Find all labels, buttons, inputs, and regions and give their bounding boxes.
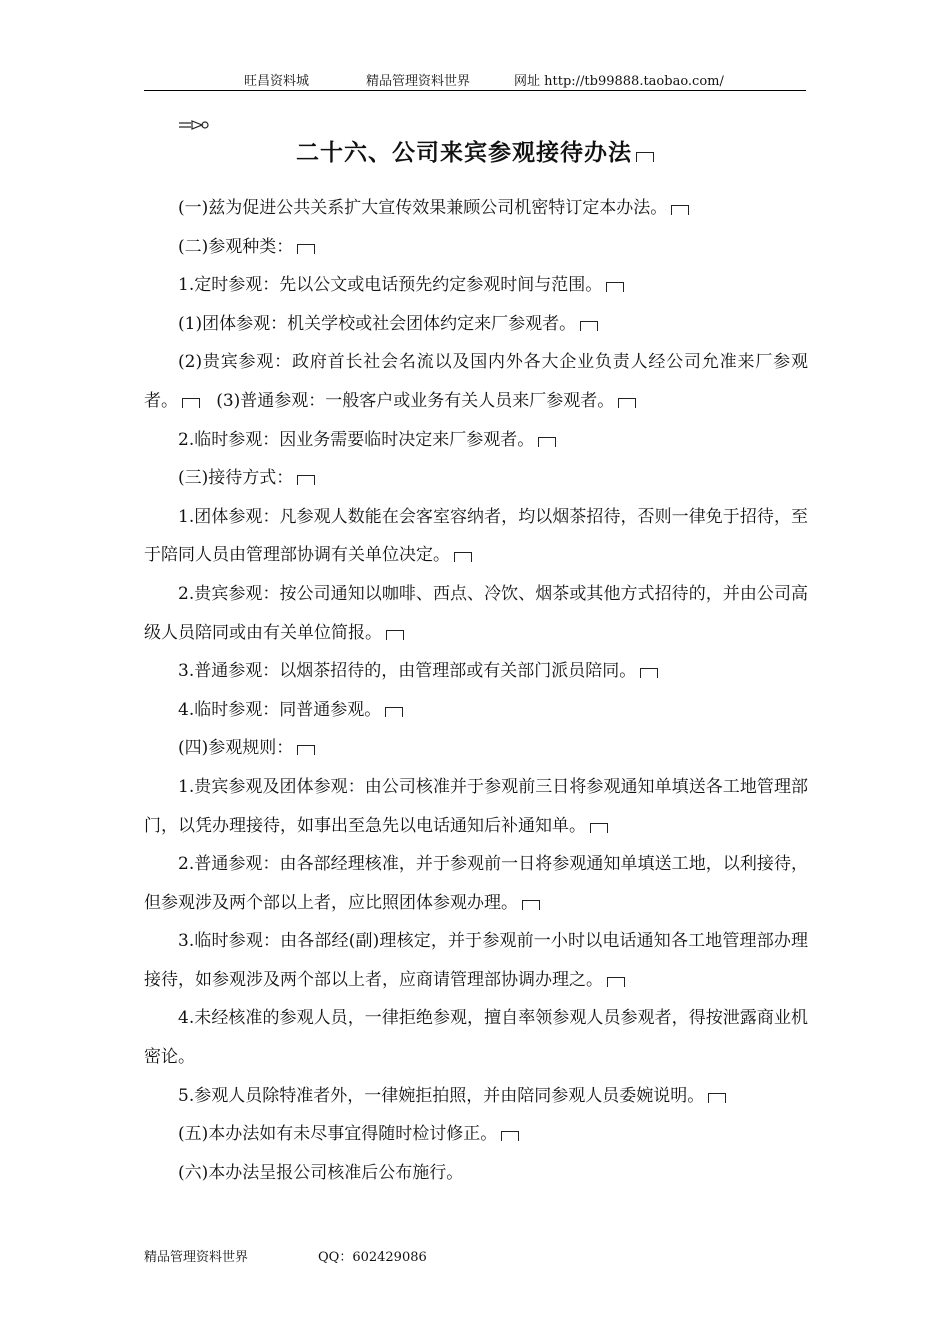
paragraph-mark-icon xyxy=(386,630,404,640)
paragraph: (二)参观种类： xyxy=(144,228,808,267)
paragraph: 5.参观人员除特准者外，一律婉拒拍照，并由陪同参观人员委婉说明。 xyxy=(144,1077,808,1116)
paragraph: (三)接待方式： xyxy=(144,459,808,498)
document-body xyxy=(144,189,808,1192)
paragraph-mark-icon xyxy=(607,977,625,987)
paragraph-mark-icon xyxy=(636,152,654,162)
header-url-text: 网址 http://tb99888.taobao.com/ xyxy=(514,74,724,89)
paragraph-mark-icon xyxy=(297,244,315,254)
footer-left-text: 精品管理资料世界 xyxy=(144,1250,249,1265)
paragraph: 3.普通参观：以烟茶招待的，由管理部或有关部门派员陪同。 xyxy=(144,652,808,691)
paragraph-mark-icon xyxy=(522,900,540,910)
paragraph: 1.贵宾参观及团体参观：由公司核准并于参观前三日将参观通知单填送各工地管理部门，以凭办理接待，如事出至急先以电话通知后补通知单。 xyxy=(144,776,808,836)
paragraph-mark-icon xyxy=(606,282,624,292)
paragraph-mark-icon xyxy=(385,707,403,717)
paragraph: (四)参观规则： xyxy=(144,729,808,768)
paragraph-mark-icon xyxy=(580,321,598,331)
paragraph: 4.未经核准的参观人员，一律拒绝参观，擅自率领参观人员参观者，得按泄露商业机密论。 xyxy=(144,1008,808,1068)
paragraph-mark-icon xyxy=(297,745,315,755)
title-text: 二十六、公司来宾参观接待办法 xyxy=(296,140,632,166)
paragraph-mark-icon xyxy=(640,668,658,678)
paragraph-mark-icon xyxy=(454,552,472,562)
paragraph: (一)兹为促进公共关系扩大宣传效果兼顾公司机密特订定本办法。 xyxy=(144,189,808,228)
paragraph-mark-icon xyxy=(708,1093,726,1103)
paragraph: 1.团体参观：凡参观人数能在会客室容纳者，均以烟茶招待，否则一律免于招待，至于陪同人员由管理部协调有关单位决定。 xyxy=(144,506,808,566)
paragraph: 4.临时参观：同普通参观。 xyxy=(144,691,808,730)
footer-qq-text: QQ：602429086 xyxy=(318,1250,427,1265)
document-title xyxy=(0,136,950,170)
paragraph-mark-icon xyxy=(182,398,200,408)
page-header xyxy=(144,68,806,91)
paragraph-mark-icon xyxy=(590,823,608,833)
paragraph: 2.贵宾参观：按公司通知以咖啡、西点、冷饮、烟茶或其他方式招待的，并由公司高级人员陪同或由有关单位简报。 xyxy=(144,583,808,643)
edit-mark-icon xyxy=(178,118,212,132)
paragraph: (六)本办法呈报公司核准后公布施行。 xyxy=(178,1162,464,1183)
paragraph: 1.定时参观：先以公文或电话预先约定参观时间与范围。 xyxy=(144,266,808,305)
paragraph-mark-icon xyxy=(618,398,636,408)
paragraph: 3.临时参观：由各部经(副)理核定，并于参观前一小时以电话通知各工地管理部办理接待，如参观涉及两个部以上者，应商请管理部协调办理之。 xyxy=(144,931,808,990)
paragraph: 2.普通参观：由各部经理核准，并于参观前一日将参观通知单填送工地，以利接待，但参观涉及两个部以上者，应比照团体参观办理。 xyxy=(144,854,808,913)
paragraph-mark-icon xyxy=(501,1131,519,1141)
paragraph-mark-icon xyxy=(671,205,689,215)
header-center-text: 精品管理资料世界 xyxy=(366,74,471,89)
paragraph: (五)本办法如有未尽事宜得随时检讨修正。 xyxy=(144,1115,808,1154)
header-left-text: 旺昌资料城 xyxy=(244,74,310,89)
paragraph-mark-icon xyxy=(538,437,556,447)
paragraph-mark-icon xyxy=(297,475,315,485)
paragraph: 2.临时参观：因业务需要临时决定来厂参观者。 xyxy=(144,421,808,460)
paragraph: (1)团体参观：机关学校或社会团体约定来厂参观者。 xyxy=(144,305,808,344)
paragraph: (2)贵宾参观：政府首长社会名流以及国内外各大企业负责人经公司允准来厂参观者。 (3)普通参观：一般客户或业务有关人员来厂参观者。 xyxy=(144,352,808,411)
